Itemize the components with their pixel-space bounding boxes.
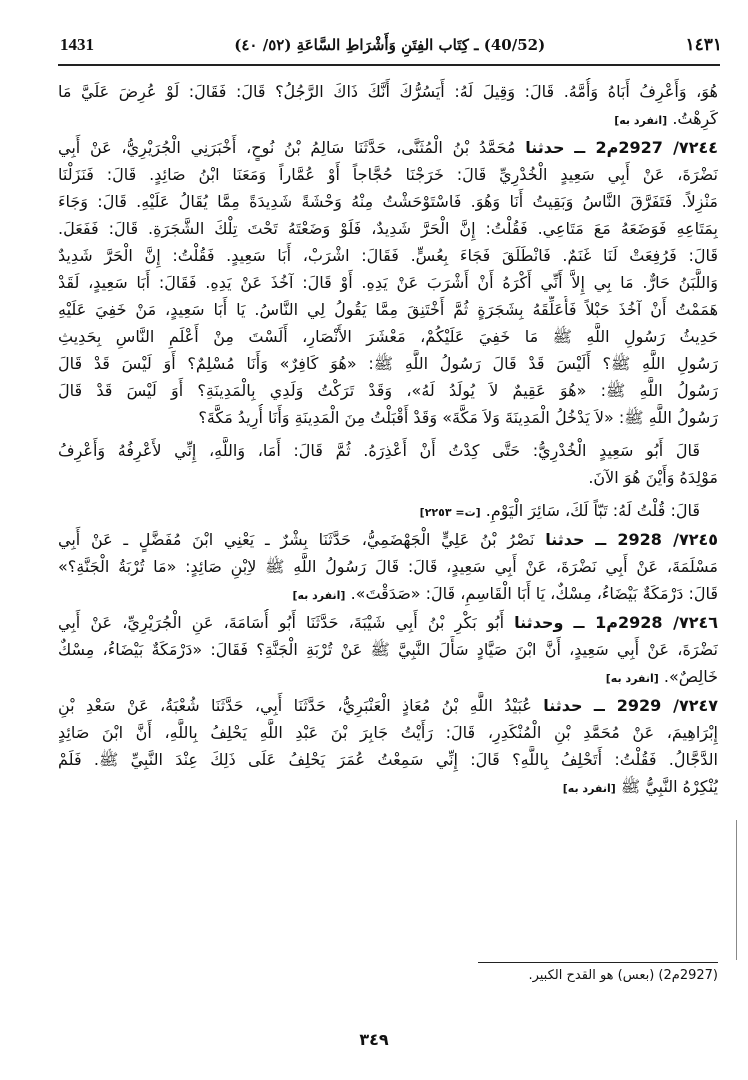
page-header bbox=[60, 30, 722, 60]
text-run: خَالِصٌ». bbox=[663, 667, 718, 686]
text-line: رَسُولُ اللَّهِ ﷺ: «لاَ يَدْخُلُ الْمَدِينَةَ وَلاَ مَكَّةَ» وَقَدْ أَقْبَلْتُ مِنَ الْمَدِينَةِ وَأَنَا أُرِيدُ مَكَّةَ؟ bbox=[198, 408, 718, 427]
text-line: حَدِيثُ رَسُولِ اللَّهِ ﷺ مَا خَفِيَ عَلَيْكُمْ، مَعْشَرَ الأَنْصَارِ، أَلَسْتَ مِنْ أَعْلَمِ النَّاسِ بِحَدِيثِ bbox=[58, 327, 718, 346]
haddatha-label: حدثنا bbox=[545, 530, 585, 549]
text-line bbox=[58, 773, 718, 802]
text-line bbox=[58, 580, 718, 609]
text-line: بِمَتَاعِهِ فَوَضَعَهُ مَعَ مَتَاعِي. فَقُلْتُ: إِنَّ الْحَرَّ شَدِيدٌ، فَلَوْ وَضَعْتَهُ تَحْتَ تِلْكَ الشَّجَرَةِ. قَالَ: فَفَعَلَ. bbox=[58, 219, 718, 238]
text-run: يُنْكِرْهُ النَّبِيُّ ﷺ bbox=[620, 777, 718, 796]
hadith-7246 bbox=[58, 609, 718, 636]
text-run: مُحَمَّدُ بْنُ الْمُثَنَّى، حَدَّثَنَا سَالِمُ بْنُ نُوحٍ، أَخْبَرَنِي الْجُرَيْرِيُّ، عَنْ أَبِي bbox=[58, 138, 516, 157]
text-run: قَالَ: قُلْتُ لَهُ: تَبّاً لَكَ، سَائِرَ الْيَوْمِ. bbox=[485, 501, 700, 520]
text-line: رَسُولِ اللَّهِ ﷺ؟ أَلَيْسَ قَدْ قَالَ رَسُولُ اللَّهِ ﷺ: «هُوَ كَافِرٌ» وَأَنَا مُسْلِمٌ؟ أَوَ لَيْسَ قَدْ قَالَ bbox=[58, 354, 718, 373]
text-run: عُبَيْدُ اللَّهِ بْنُ مُعَاذٍ الْعَنْبَرِيُّ، حَدَّثَنَا أَبِي، حَدَّثَنَا شُعْبَةُ، عَنْ سَعْدِ بْنِ bbox=[58, 696, 532, 715]
text-line: وَاللَّبَنُ حَارٌّ. مَا بِي إِلاَّ أَنِّي أَكْرَهُ أَنْ أَشْرَبَ عَنْ يَدِهِ. أَوْ قَالَ: آخُذَ عَنْ يَدِهِ. فَقَالَ: أَبَا سَعِيدٍ، لَقَدْ bbox=[58, 273, 718, 292]
haddatha-label: حدثنا bbox=[543, 696, 583, 715]
text-run: قَالَ: دَرْمَكَةٌ بَيْضَاءُ، مِسْكٌ، يَا أَبَا الْقَاسِمِ، قَالَ: «صَدَقْتَ». bbox=[350, 584, 718, 603]
source-tag: [ت= ٢٢٥٣] bbox=[419, 506, 481, 519]
page-number-latin: 1431 bbox=[60, 35, 94, 54]
footer-page-number: ٣٤٩ bbox=[359, 1030, 389, 1049]
text-run: كَرِهْتُ. bbox=[672, 109, 718, 128]
text-line: رَسُولُ اللَّهِ ﷺ: «هُوَ عَقِيمٌ لاَ يُولَدُ لَهُ»، وَقَدْ تَرَكْتُ وَلَدِي بِالْمَدِينَةِ؟ أَوَ لَيْسَ قَدْ قَالَ bbox=[58, 381, 718, 400]
text-line: مَنْزِلاً. فَتَفَرَّقَ النَّاسُ وَبَقِيتُ أَنَا وَهُوَ. فَاسْتَوْحَشْتُ مِنْهُ وَحْشَةً شَدِيدَةً مِمَّا يُقَالُ عَلَيْهِ. قَالَ: وَجَاءَ bbox=[58, 192, 718, 211]
text-line: الدَّجَّالُ. فَقُلْتُ: أَتَحْلِفُ بِاللَّهِ؟ قَالَ: إِنِّي سَمِعْتُ عُمَرَ يَحْلِفُ عَلَى ذَلِكَ عِنْدَ النَّبِيِّ ﷺ. فَلَمْ bbox=[58, 750, 718, 769]
haddatha-label: وحدثنا bbox=[514, 613, 564, 632]
text-line: مَسْلَمَةَ، عَنْ أَبِي نَضْرَةَ، عَنْ أَبِي سَعِيدٍ، قَالَ: قَالَ رَسُولُ اللَّهِ ﷺ لاِبْنِ صَائِدٍ: «مَا تُرْبَةُ الْجَنَّةِ؟» bbox=[58, 557, 718, 576]
hadith-number: ٧٢٤٧/ 2929 ــ bbox=[593, 696, 718, 715]
hadith-text bbox=[58, 78, 718, 802]
hadith-number: ٧٢٤٥/ 2928 ــ bbox=[595, 530, 718, 549]
hadith-7245 bbox=[58, 526, 718, 553]
text-line: هُوَ، وَأَعْرِفُ أَبَاهُ وَأُمَّهُ. قَالَ: وَقِيلَ لَهُ: أَيَسُرُّكَ أَنَّكَ ذَاكَ الرَّجُلُ؟ قَالَ: فَقَالَ: لَوْ عُرِضَ عَلَيَّ مَا bbox=[58, 82, 718, 101]
text-line bbox=[58, 105, 718, 134]
hadith-7247 bbox=[58, 692, 718, 719]
footnote-rule bbox=[478, 962, 718, 963]
text-line: قَالَ أَبُو سَعِيدٍ الْخُدْرِيُّ: حَتَّى كِدْتُ أَنْ أَعْذِرَهُ. ثُمَّ قَالَ: أَمَا، وَاللَّهِ، إِنِّي لأَعْرِفُهُ وَأَعْرِفُ bbox=[58, 441, 700, 460]
source-tag: [انفرد به] bbox=[605, 672, 659, 685]
text-line: مَوْلِدَهُ وَأَيْنَ هُوَ الآنَ. bbox=[588, 468, 718, 487]
text-line bbox=[58, 497, 718, 526]
text-line bbox=[58, 663, 718, 692]
text-line: نَضْرَةَ، عَنْ أَبِي سَعِيدٍ الْخُدْرِيِّ قَالَ: خَرَجْنَا حُجَّاجاً أَوْ عُمَّاراً وَمَعَنَا ابْنُ صَائِدٍ. قَالَ: فَنَزَلْنَا bbox=[58, 165, 718, 184]
text-run: نَصْرُ بْنُ عَلِيٍّ الْجَهْضَمِيُّ، حَدَّثَنَا بِشْرٌ ـ يَعْنِي ابْنَ مُفَضَّلٍ ـ عَنْ أَبِي bbox=[58, 530, 535, 549]
text-line: إِبْرَاهِيمَ، عَنْ مُحَمَّدِ بْنِ الْمُنْكَدِرِ، قَالَ: رَأَيْتُ جَابِرَ بْنَ عَبْدِ اللَّهِ يَحْلِفُ بِاللَّهِ، أَنَّ ابْنَ صَائِدٍ bbox=[58, 723, 718, 742]
text-line: قَالَ: فَرُفِعَتْ لَنَا غَنَمٌ. فَانْطَلَقَ فَجَاءَ بِعُسٍّ. فَقَالَ: اشْرَبْ، أَبَا سَعِيدٍ. فَقُلْتُ: إِنَّ الْحَرَّ شَدِيدٌ bbox=[58, 246, 718, 265]
page-number-arabic: ١٤٣١ bbox=[685, 35, 722, 55]
header-rule bbox=[58, 64, 720, 66]
source-tag: [انفرد به] bbox=[292, 589, 346, 602]
hadith-7244 bbox=[58, 134, 718, 161]
text-line: نَضْرَةَ، عَنْ أَبِي سَعِيدٍ، أَنَّ ابْنَ صَيَّادٍ سَأَلَ النَّبِيَّ ﷺ عَنْ تُرْبَةِ الْجَنَّةِ؟ فَقَالَ: «دَرْمَكَةٌ بَيْضَاءُ، مِسْكٌ bbox=[58, 640, 718, 659]
margin-line bbox=[736, 820, 737, 960]
source-tag: [انفرد به] bbox=[562, 782, 616, 795]
haddatha-label: حدثنا bbox=[525, 138, 565, 157]
text-line: هَمَمْتُ أَنْ آخُذَ حَبْلاً فَأُعَلِّقَهُ بِشَجَرَةٍ ثُمَّ أَخْتَنِقَ مِمَّا يَقُولُ لِي النَّاسُ. يَا أَبَا سَعِيدٍ، مَنْ خَفِيَ عَلَيْهِ bbox=[58, 300, 718, 319]
running-title: (40/52) ـ كِتَاب الفِتَنِ وَأَشْرَاطِ السَّاعَةِ (٥٢/ ٤٠) bbox=[234, 36, 546, 54]
footnote: (2927م2) (بعس) هو القدح الكبير. bbox=[528, 968, 718, 983]
hadith-number: ٧٢٤٦/ 2928م1 ــ bbox=[573, 613, 718, 632]
hadith-number: ٧٢٤٤/ 2927م2 ــ bbox=[574, 138, 718, 157]
source-tag: [انفرد به] bbox=[614, 114, 668, 127]
text-run: أَبُو بَكْرِ بْنُ أَبِي شَيْبَةَ، حَدَّثَنَا أَبُو أُسَامَةَ، عَنِ الْجُرَيْرِيِّ، عَنْ أَبِي bbox=[58, 613, 505, 632]
